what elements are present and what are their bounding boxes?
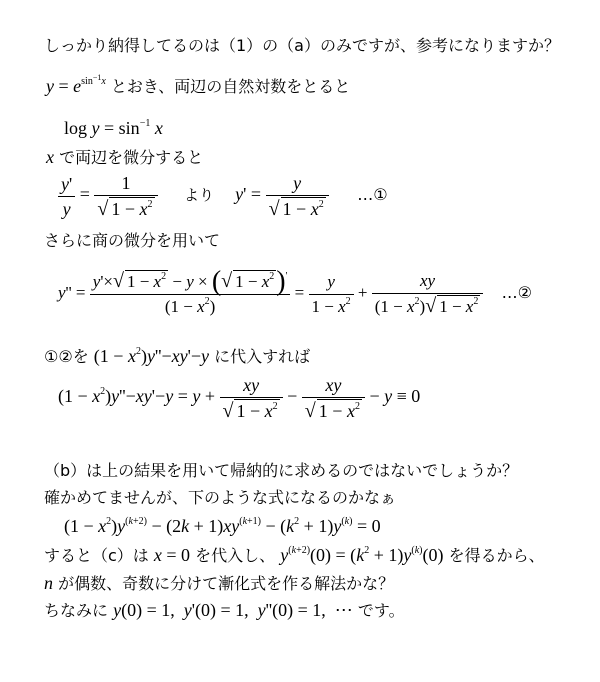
subst-line xyxy=(44,346,310,367)
log-line xyxy=(64,118,163,139)
obtain-text: を得るから、 xyxy=(448,546,545,565)
equation-3: $(1 - x^2)y''-xy'-y = y$ + $\frac{xy}{√ 1 - x^2}$ − $\frac{xy}{√ 1 - x^2}$ − y ≡ 0 xyxy=(58,375,421,422)
subst-lead: ①②を xyxy=(44,347,89,366)
derivative-relation: $y^{(k+2)}(0) = (k^2 + 1)y^{(k)}(0)$ xyxy=(280,545,444,565)
incident-line xyxy=(44,600,405,621)
parity-text: が偶数、奇数に分けて漸化式を作る解法かな？ xyxy=(58,574,395,593)
yori-text: より xyxy=(184,186,215,205)
question-text: しっかり納得してるのは（1）の（a）のみですが、参考になりますか？ xyxy=(44,36,560,55)
b-line xyxy=(44,461,518,481)
mark-1: …① xyxy=(357,185,388,205)
var-x: x xyxy=(46,147,54,167)
mark-2: …② xyxy=(501,282,532,302)
equation-2: y'' = $\frac{y'\times√ 1 - x^2 - y \times (√ 1 - x^2)'}{(1 - x^2)}$ = $\frac{y}{1 - x^2}$ + $\frac{xy}{(1 - x^2)√ 1 - x^2}$ xyxy=(58,283,488,302)
b-text: （b）は上の結果を用いて帰納的に求めるのではないでしょうか？ xyxy=(44,461,519,480)
set-line xyxy=(46,73,351,97)
diff-line xyxy=(46,147,203,168)
question-line xyxy=(44,36,560,56)
yprime-equation: y' = $\frac{y}{√ 1 - x^2}$ xyxy=(235,184,333,204)
eq2-line xyxy=(58,266,532,318)
diff-text: で両辺を微分すると xyxy=(59,148,204,167)
quotient-text: さらに商の微分を用いて xyxy=(44,231,221,250)
incident-text: ちなみに xyxy=(44,601,109,620)
var-n: n xyxy=(44,573,53,593)
quotient-line xyxy=(44,231,220,251)
eq3-line xyxy=(58,374,420,422)
unsure-line xyxy=(44,488,396,508)
target-expression: $(1 - x^2)y''-xy'-y$ xyxy=(93,346,209,366)
eq1-line xyxy=(58,172,388,220)
set-text: とおき、両辺の自然対数をとると xyxy=(110,77,351,96)
desu-text: です。 xyxy=(357,601,405,620)
unsure-text: 確かめてませんが、下のような式になるのかなぁ xyxy=(44,488,397,507)
recurrence-equation: $(1 - x^2)y^{(k+2)} - (2k + 1)xy^{(k+1)} - (k^2 + 1)y^{(k)} = 0$ xyxy=(64,516,381,536)
then-line xyxy=(44,545,545,566)
equation-1: $\frac{y'}{y}$ = $\frac{1}{√ 1 - x^2}$ xyxy=(58,184,162,204)
exp-definition: $y = e^{sin^{-1}x}$ xyxy=(46,73,106,96)
parity-line xyxy=(44,573,394,594)
recurrence-line xyxy=(64,516,381,537)
log-equation: $\log y = \sin^{-1} x$ xyxy=(64,118,163,138)
sub-text: を代入し、 xyxy=(195,546,276,565)
initial-values: y(0) = 1, y'(0) = 1, y''(0) = 1, ⋯ xyxy=(113,600,353,620)
then-text: すると（c）は xyxy=(44,546,149,565)
subst-tail: に代入すれば xyxy=(214,347,311,366)
x-zero: x = 0 xyxy=(153,545,191,565)
